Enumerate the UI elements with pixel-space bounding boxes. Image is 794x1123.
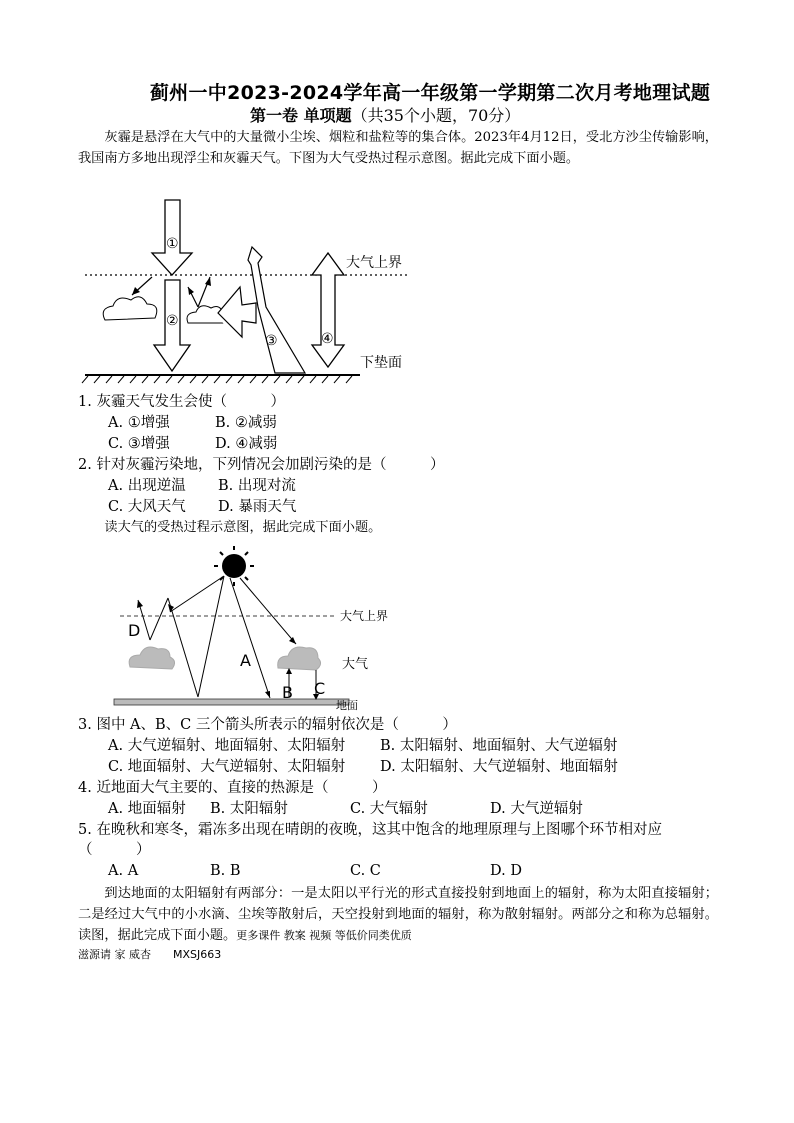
intro-paragraph-3: 到达地面的太阳辐射有两部分：一是太阳以平行光的形式直接投射到地面上的辐射，称为太阳直接辐射；二是经过大气中的小水滴、尘埃等散射后，天空投射到地面的辐射，称为散射辐射。两部分之和称为总辐射。读图，据此完成下面小题。更多课件 教案 视频 等低价同类优质 (78, 886, 718, 943)
cloud-left (103, 297, 157, 320)
svg-text:大气上界: 大气上界 (346, 255, 402, 271)
svg-text:②: ② (166, 313, 179, 329)
svg-text:③: ③ (265, 333, 278, 349)
svg-text:大气上界: 大气上界 (340, 609, 389, 623)
question-5-paren: （ ） (78, 842, 151, 858)
question-2: 2. 针对灰霾污染地，下列情况会加剧污染的是（ ） (78, 457, 445, 473)
q3-option-c: C. 地面辐射、大气逆辐射、太阳辐射 (108, 759, 346, 775)
q2-option-a: A. 出现逆温 (108, 478, 186, 494)
cloud-left (129, 647, 174, 669)
svg-text:地面: 地面 (336, 699, 358, 712)
q5-option-a: A. A (108, 863, 139, 879)
section-name: 第一卷 单项题 (250, 106, 352, 125)
section-detail: （共35个小题，70分） (351, 106, 521, 125)
watermark: 更多课件 教案 视频 等低价同类优质 (236, 929, 412, 942)
svg-text:下垫面: 下垫面 (360, 355, 402, 371)
q3-option-b: B. 太阳辐射、地面辐射、大气逆辐射 (380, 738, 618, 754)
question-3: 3. 图中 A、B、C 三个箭头所表示的辐射依次是（ ） (78, 717, 457, 733)
question-4: 4. 近地面大气主要的、直接的热源是（ ） (78, 780, 387, 796)
q4-option-c: C. 大气辐射 (350, 801, 428, 817)
svg-text:B: B (282, 683, 293, 702)
q2-option-c: C. 大风天气 (108, 499, 186, 515)
intro-paragraph-1: 灰霾是悬浮在大气中的大量微小尘埃、烟粒和盐粒等的集合体。2023年4月12日，受北方沙尘传输影响，我国南方多地出现浮尘和灰霾天气。下图为大气受热过程示意图。据此完成下面小题。 (78, 130, 718, 166)
svg-text:①: ① (166, 236, 179, 252)
q3-option-a: A. 大气逆辐射、地面辐射、太阳辐射 (108, 738, 346, 754)
q2-option-d: D. 暴雨天气 (218, 499, 297, 515)
q4-option-d: D. 大气逆辐射 (490, 801, 583, 817)
q5-option-d: D. D (490, 863, 522, 879)
q1-option-b: B. ②减弱 (215, 415, 277, 431)
svg-text:D: D (128, 621, 141, 640)
q3-option-d: D. 太阳辐射、大气逆辐射、地面辐射 (380, 759, 618, 775)
figure-atmosphere-heating-2 (110, 542, 410, 712)
q2-option-b: B. 出现对流 (218, 478, 296, 494)
q1-option-c: C. ③增强 (108, 436, 170, 452)
sun-icon (214, 546, 254, 586)
arrow-4 (312, 253, 344, 367)
intro-paragraph-2: 读大气的受热过程示意图，据此完成下面小题。 (104, 520, 382, 535)
cloud-right (278, 647, 321, 670)
watermark-line-2: 滋源请 家 威杏 MXSJ663 (78, 948, 222, 961)
q4-option-a: A. 地面辐射 (108, 801, 186, 817)
q1-option-a: A. ①增强 (108, 415, 170, 431)
q4-option-b: B. 太阳辐射 (210, 801, 288, 817)
svg-text:④: ④ (321, 331, 334, 347)
q5-option-c: C. C (350, 863, 381, 879)
question-5: 5. 在晚秋和寒冬，霜冻多出现在晴朗的夜晚，这其中饱含的地理原理与上图哪个环节相对应 (78, 822, 662, 838)
section-heading (250, 103, 520, 126)
svg-text:C: C (314, 679, 326, 698)
q1-option-d: D. ④减弱 (215, 436, 278, 452)
page-title: 蓟州一中2023-2024学年高一年级第一学期第二次月考地理试题 (149, 82, 711, 104)
figure-atmosphere-heating-1 (80, 195, 420, 385)
svg-text:A: A (240, 651, 251, 670)
svg-text:大气: 大气 (342, 657, 369, 672)
question-1: 1. 灰霾天气发生会使（ ） (78, 394, 285, 410)
q5-option-b: B. B (210, 863, 241, 879)
